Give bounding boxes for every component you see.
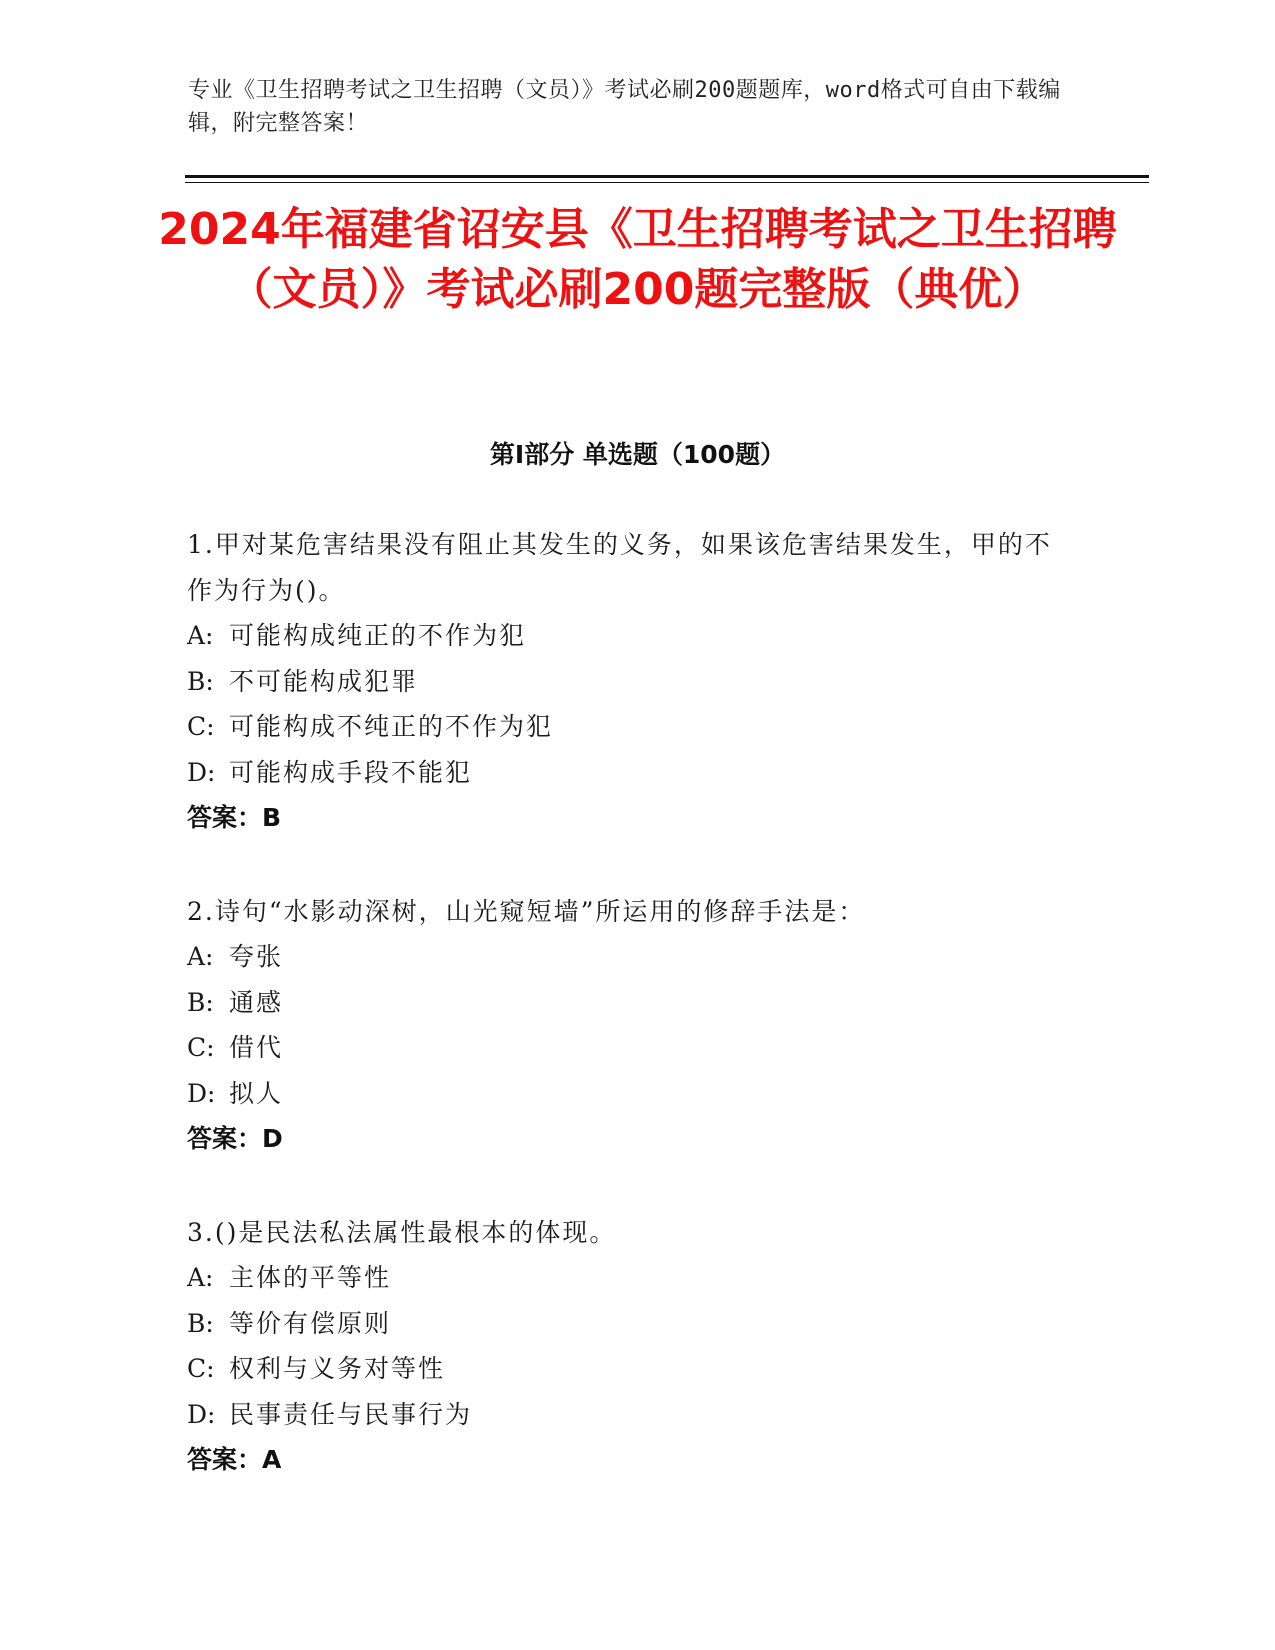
option-d	[187, 750, 1067, 796]
option-text: 可能构成纯正的不作为犯	[229, 621, 527, 650]
answer-line: 答案：D	[187, 1124, 283, 1153]
question-text: 3.()是民法私法属性最根本的体现。	[187, 1217, 617, 1247]
option-letter: A:	[187, 621, 214, 650]
option-letter: C:	[187, 1354, 215, 1383]
option-letter: D:	[187, 1078, 216, 1108]
option-letter: D:	[187, 1399, 216, 1429]
option-text: 等价有偿原则	[229, 1308, 392, 1338]
option-c	[187, 704, 1067, 750]
question-text: 1.甲对某危害结果没有阻止其发生的义务，如果该危害结果发生，甲的不作为行为()。	[187, 530, 1052, 605]
option-text: 不可能构成犯罪	[229, 666, 419, 696]
option-text: 权利与义务对等性	[229, 1354, 446, 1383]
option-letter: D:	[187, 757, 216, 787]
option-d	[187, 1392, 1067, 1438]
option-c	[187, 1346, 1067, 1392]
option-letter: B:	[187, 666, 214, 696]
option-c	[187, 1025, 1067, 1071]
answer-line: 答案：B	[187, 803, 282, 832]
question-item	[187, 522, 1067, 841]
header-divider-thick	[185, 175, 1149, 178]
option-text: 夸张	[229, 942, 284, 971]
option-text: 拟人	[229, 1078, 284, 1108]
header-divider-thin	[185, 182, 1149, 183]
option-text: 通感	[229, 987, 284, 1017]
option-a	[187, 613, 1067, 659]
section-heading: 第Ⅰ部分 单选题（100题）	[489, 440, 786, 469]
option-b	[187, 980, 1067, 1026]
option-letter: B:	[187, 987, 214, 1017]
option-text: 民事责任与民事行为	[229, 1399, 473, 1429]
question-item	[187, 889, 1067, 1162]
answer-line: 答案：A	[187, 1445, 282, 1474]
option-letter: C:	[187, 1033, 215, 1062]
question-list	[187, 522, 1067, 1531]
header-note: 专业《卫生招聘考试之卫生招聘（文员）》考试必刷200题题库，word格式可自由下载编辑，附完整答案！	[188, 78, 1061, 136]
option-text: 借代	[229, 1033, 284, 1062]
question-text: 2.诗句“水影动深树，山光窥短墙”所运用的修辞手法是：	[187, 896, 866, 926]
option-letter: B:	[187, 1308, 214, 1338]
option-letter: A:	[187, 942, 214, 971]
option-b	[187, 659, 1067, 705]
option-a	[187, 934, 1067, 980]
option-a	[187, 1255, 1067, 1301]
document-title: 2024年福建省诏安县《卫生招聘考试之卫生招聘（文员）》考试必刷200题完整版（典优）	[158, 204, 1117, 315]
option-text: 主体的平等性	[229, 1263, 392, 1292]
option-d	[187, 1071, 1067, 1117]
option-text: 可能构成手段不能犯	[229, 757, 473, 787]
option-b	[187, 1301, 1067, 1347]
option-text: 可能构成不纯正的不作为犯	[229, 712, 554, 741]
option-letter: C:	[187, 712, 215, 741]
option-letter: A:	[187, 1263, 214, 1292]
question-item	[187, 1210, 1067, 1483]
